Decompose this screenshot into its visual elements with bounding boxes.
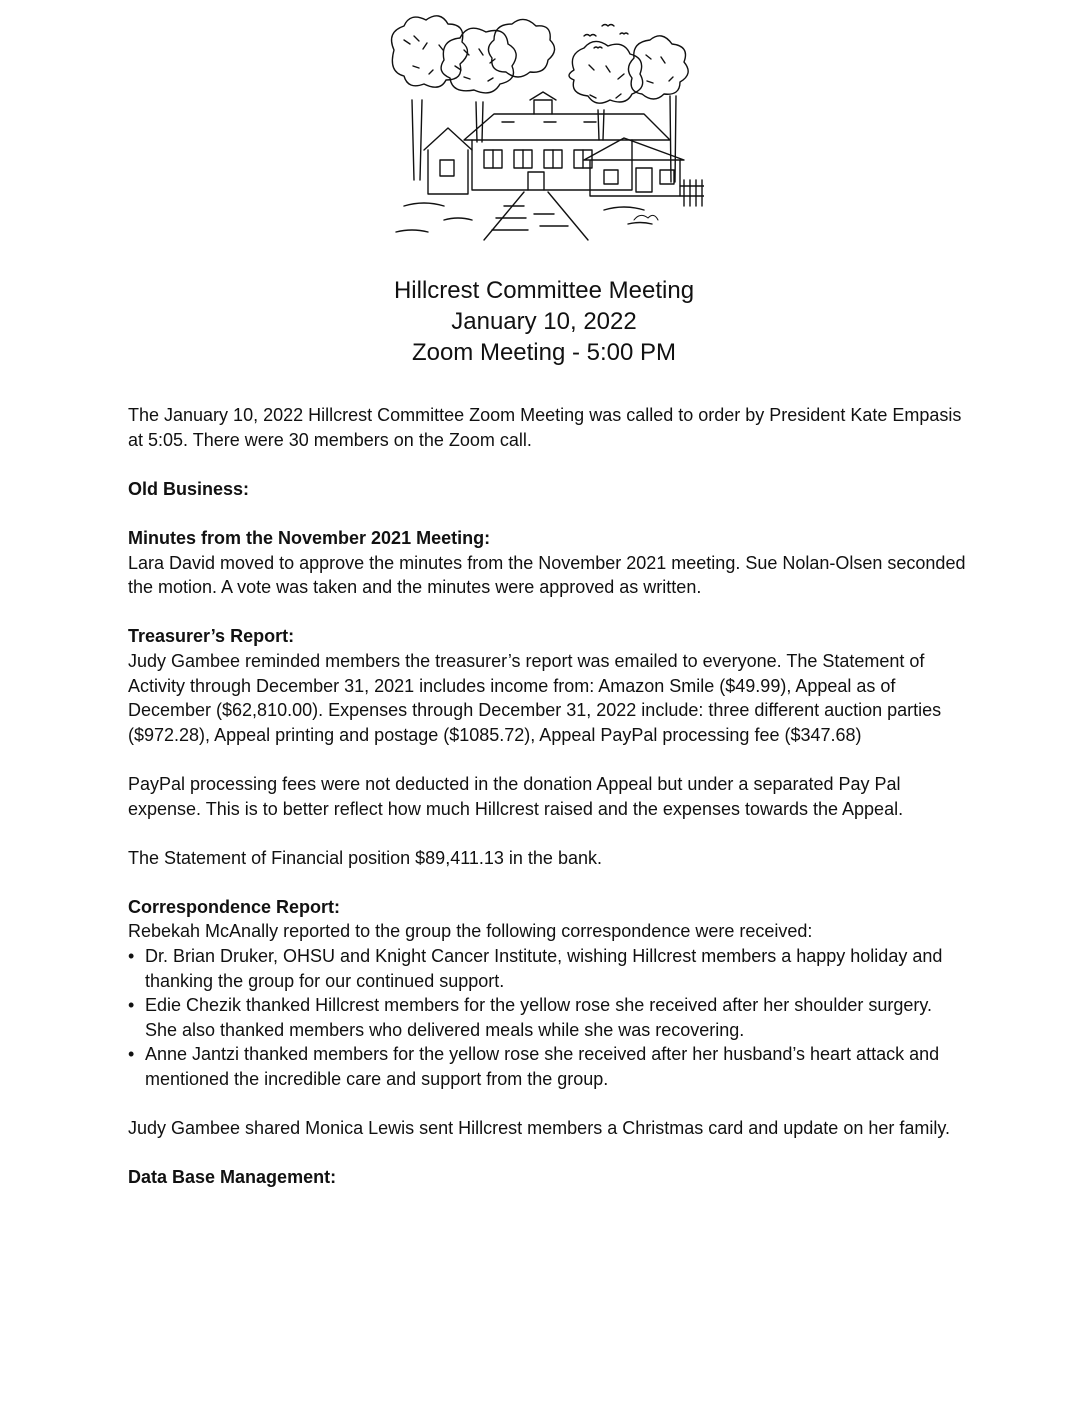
paypal-note: PayPal processing fees were not deducted in the donation Appeal but under a separated Pay Pal expense. This is to better reflect how much Hillcrest raised and the expenses towards the Appeal. (128, 773, 904, 819)
meeting-title: Hillcrest Committee Meeting (393, 277, 695, 304)
treasurer-text: Judy Gambee reminded members the treasurer’s report was emailed to everyone. The Statement of Activity through December 31, 2021 includes income from: Amazon Smile ($49.99), Appeal as of December ($62,810.00). Expenses through December 31, 2022 include: three different auction parties ($972.28), Appeal printing and postage ($1085.72), Appeal PayPal processing fee ($347.68) (128, 650, 942, 745)
meeting-location: Zoom Meeting - 5:00 PM (411, 339, 677, 366)
financial-position: The Statement of Financial position $89,411.13 in the bank. (128, 847, 602, 868)
correspondence-section (128, 895, 968, 1092)
intro-paragraph: The January 10, 2022 Hillcrest Committee Zoom Meeting was called to order by President Kate Empasis at 5:05. There were 30 members on the Zoom call. (128, 405, 962, 450)
minutes-section (128, 526, 968, 600)
correspondence-intro: Rebekah McAnally reported to the group the following correspondence were received: (128, 921, 813, 942)
list-item: • Edie Chezik thanked Hillcrest members for the yellow rose she received after her shoulder surgery. She also thanked members who delivered meals while she was recovering. (128, 993, 968, 1042)
list-item: • Dr. Brian Druker, OHSU and Knight Cancer Institute, wishing Hillcrest members a happy holiday and thanking the group for our continued support. (128, 944, 968, 993)
minutes-body (128, 403, 968, 1215)
minutes-heading: Minutes from the November 2021 Meeting: (128, 527, 491, 548)
list-item: • Anne Jantzi thanked members for the yellow rose she received after her husband’s heart attack and mentioned the incredible care and support from the group. (128, 1042, 968, 1091)
database-heading: Data Base Management: (128, 1167, 337, 1188)
correspondence-followup: Judy Gambee shared Monica Lewis sent Hillcrest members a Christmas card and update on her family. (128, 1118, 951, 1139)
meeting-header (0, 275, 1088, 368)
treasurer-heading: Treasurer’s Report: (128, 626, 295, 647)
hillcrest-house-illustration (384, 10, 704, 242)
correspondence-list (128, 944, 968, 1092)
meeting-date: January 10, 2022 (451, 308, 637, 335)
old-business-heading: Old Business: (128, 478, 250, 499)
treasurer-section (128, 624, 968, 747)
minutes-text: Lara David moved to approve the minutes from the November 2021 meeting. Sue Nolan-Olsen seconded the motion. A vote was taken and the minutes were approved as written. (128, 552, 966, 598)
correspondence-heading: Correspondence Report: (128, 896, 341, 917)
